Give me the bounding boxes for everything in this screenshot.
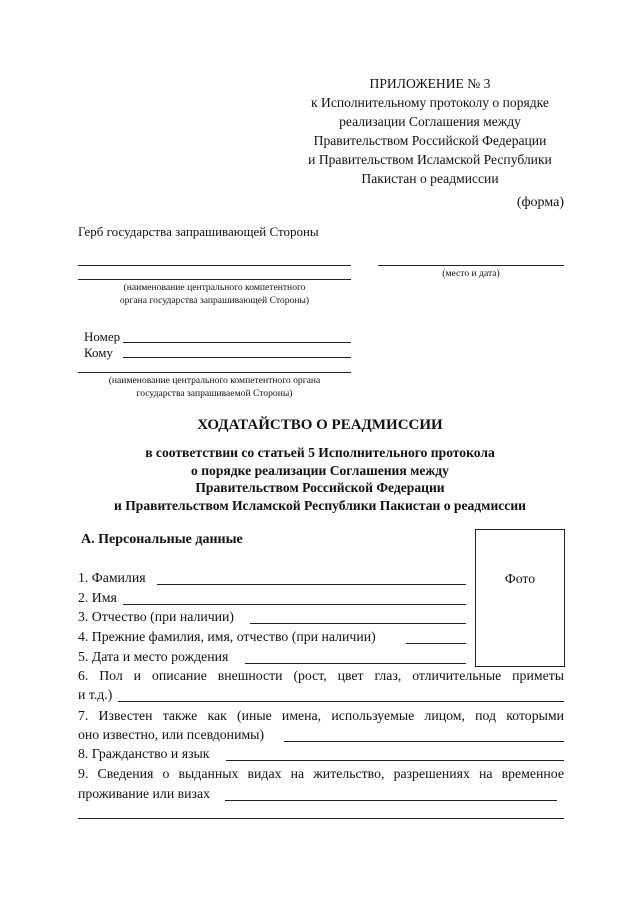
requesting-authority-line-2[interactable] <box>78 279 351 280</box>
field-name-label: 2. Имя <box>78 590 117 605</box>
appendix-line: ПРИЛОЖЕНИЕ № 3 <box>369 76 491 91</box>
field-citizenship-label: 8. Гражданство и язык <box>78 746 210 761</box>
caption-line: (наименование центрального компетентного <box>123 282 306 293</box>
field-residence[interactable] <box>225 800 557 801</box>
subtitle-line: в соответствии со статьей 5 Исполнительного протокола <box>145 445 495 460</box>
field-surname-label: 1. Фамилия <box>78 570 146 585</box>
field-patronymic-label: 3. Отчество (при наличии) <box>78 609 235 624</box>
coat-of-arms-label: Герб государства запрашивающей Стороны <box>78 224 319 239</box>
field-sex-appearance[interactable] <box>118 701 564 702</box>
requesting-authority-caption <box>78 281 351 307</box>
caption-line: государства запрашиваемой Стороны) <box>136 388 293 399</box>
field-patronymic[interactable] <box>250 623 466 624</box>
field-sex-appearance-label-2: и т.д.) <box>78 687 113 702</box>
field-sex-appearance-label: 6. Пол и описание внешности (рост, цвет глаз, отличительные приметы <box>78 668 564 683</box>
appendix-line: Пакистан о реадмиссии <box>361 171 499 186</box>
appendix-line: к Исполнительному протоколу о порядке <box>311 95 549 110</box>
requesting-authority-line-1[interactable] <box>78 265 351 266</box>
appendix-line: реализации Соглашения между <box>339 114 521 129</box>
field-aliases-label: 7. Известен также как (иные имена, используемые лицом, под которыми <box>78 708 564 723</box>
field-aliases[interactable] <box>284 741 564 742</box>
form-mark: (форма) <box>516 195 564 210</box>
requested-authority-caption <box>78 374 351 400</box>
place-date-caption: (место и дата) <box>442 268 500 279</box>
field-residence-label: 9. Сведения о выданных видах на жительство, разрешениях на временное <box>78 766 564 781</box>
field-citizenship[interactable] <box>226 760 564 761</box>
place-date-line[interactable] <box>378 265 564 266</box>
document-title: ХОДАТАЙСТВО О РЕАДМИССИИ <box>197 417 443 433</box>
requested-authority-line[interactable] <box>78 372 351 373</box>
field-former-names[interactable] <box>406 643 466 644</box>
photo-box[interactable] <box>475 529 565 667</box>
field-birth[interactable] <box>245 663 466 664</box>
caption-line: (наименование центрального компетентного органа <box>108 375 321 386</box>
caption-line: органа государства запрашивающей Стороны) <box>119 295 310 306</box>
subtitle-line: о порядке реализации Соглашения между <box>191 462 449 478</box>
field-former-names-label: 4. Прежние фамилия, имя, отчество (при наличии) <box>78 629 376 644</box>
field-name[interactable] <box>123 604 466 605</box>
appendix-line: и Правительством Исламской Республики <box>308 152 552 167</box>
appendix-line: Правительством Российской Федерации <box>313 133 547 148</box>
field-birth-label: 5. Дата и место рождения <box>78 649 229 664</box>
to-label: Кому <box>84 345 114 360</box>
field-residence-extra-line[interactable] <box>78 818 564 819</box>
field-surname[interactable] <box>157 584 466 585</box>
field-residence-label-2: проживание или визах <box>78 786 211 801</box>
number-label: Номер <box>84 329 121 344</box>
appendix-header <box>270 74 590 188</box>
field-aliases-label-2: оно известно, или псевдонимы) <box>78 727 265 742</box>
document-subtitle <box>0 444 640 514</box>
section-a-heading: А. Персональные данные <box>81 532 243 547</box>
to-field[interactable] <box>123 357 351 358</box>
subtitle-line: и Правительством Исламской Республики Пакистан о реадмиссии <box>113 497 527 513</box>
number-field[interactable] <box>123 342 351 343</box>
subtitle-line: Правительством Российской Федерации <box>195 480 445 495</box>
photo-label: Фото <box>504 571 536 586</box>
